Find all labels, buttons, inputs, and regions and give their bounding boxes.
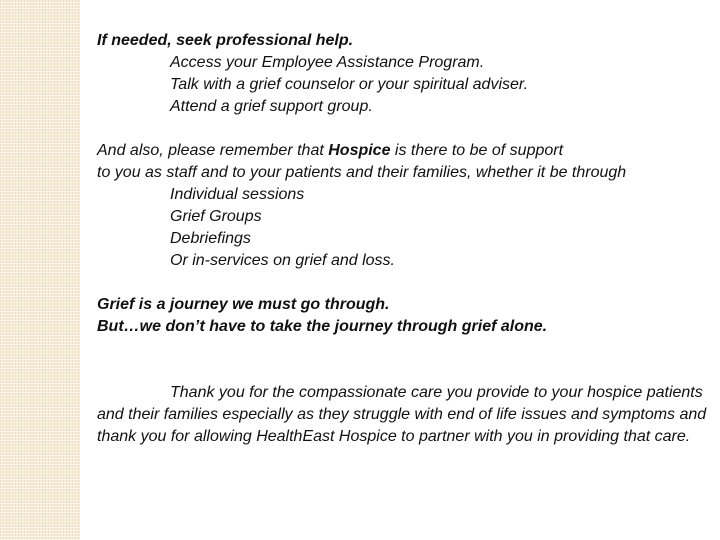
decorative-side-strip xyxy=(0,0,80,540)
support-line-1-before: And also, please remember that xyxy=(97,142,329,159)
support-item-individual: Individual sessions xyxy=(170,186,305,203)
support-item-groups: Grief Groups xyxy=(170,208,262,225)
spacer xyxy=(97,272,712,294)
journey-line-1: Grief is a journey we must go through. xyxy=(97,296,390,313)
thank-you-paragraph xyxy=(97,382,712,448)
thank-you-text: Thank you for the compassionate care you provide to your hospice patients and their families especially as they struggle with end of life issues and symptoms and thank you for allowing HealthEast Hospice to partner with you in providing that care. xyxy=(97,384,707,445)
help-heading: If needed, seek professional help. xyxy=(97,32,354,49)
support-item-debriefings: Debriefings xyxy=(170,230,251,247)
spacer xyxy=(97,118,712,140)
help-item-counselor: Talk with a grief counselor or your spiritual adviser. xyxy=(170,76,529,93)
spacer xyxy=(97,338,712,382)
support-item-inservices: Or in-services on grief and loss. xyxy=(170,252,395,269)
slide-body-text xyxy=(97,30,712,448)
help-item-eap: Access your Employee Assistance Program. xyxy=(170,54,485,71)
support-line-2: to you as staff and to your patients and their families, whether it be through xyxy=(97,164,627,181)
support-line-1-after: is there to be of support xyxy=(390,142,564,159)
hospice-emphasis: Hospice xyxy=(328,142,391,159)
help-item-support-group: Attend a grief support group. xyxy=(170,98,373,115)
journey-line-2: But…we don’t have to take the journey through grief alone. xyxy=(97,318,548,335)
support-line-1 xyxy=(97,140,712,162)
